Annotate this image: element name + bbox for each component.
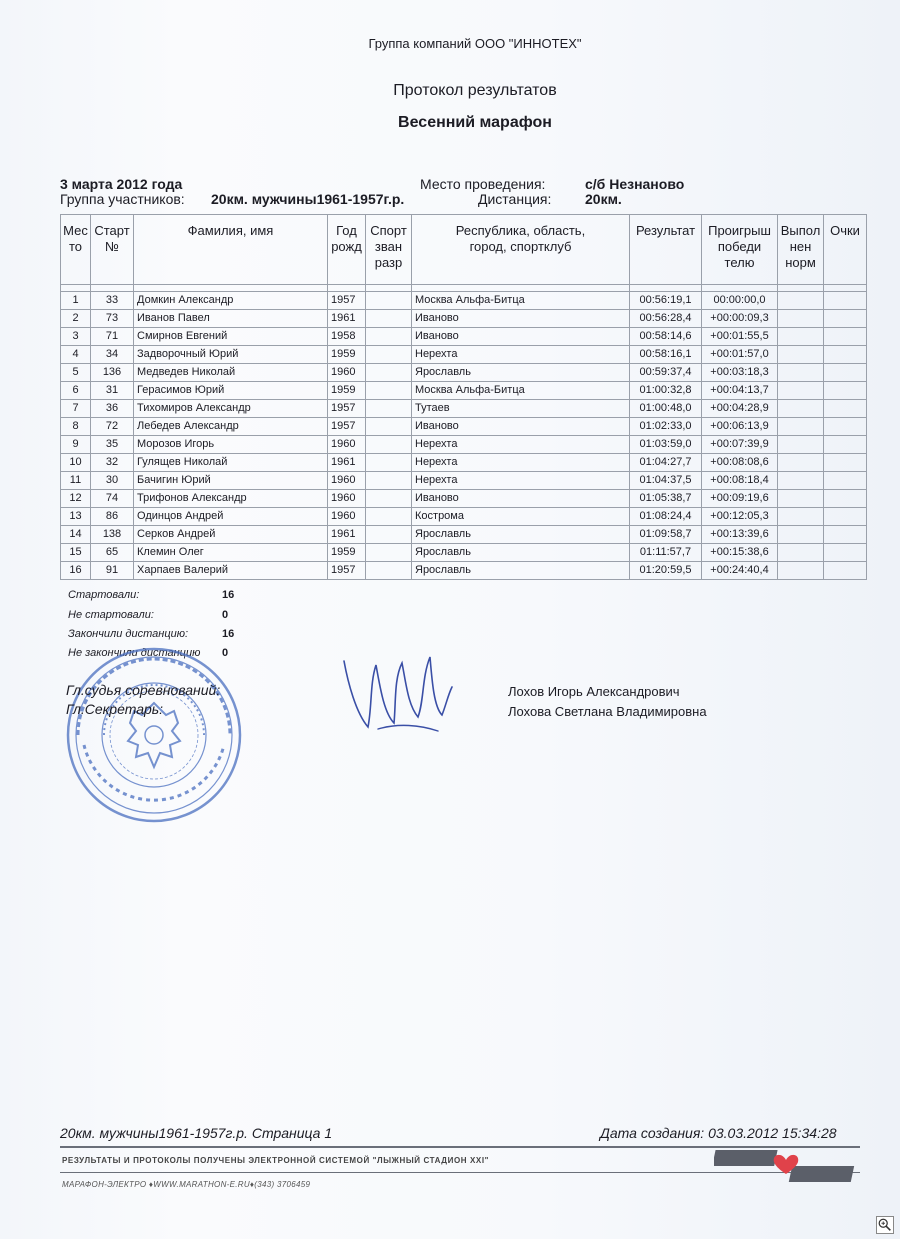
spacer-cell <box>412 285 630 292</box>
cell-norm <box>778 472 824 490</box>
cell-bib: 33 <box>91 292 134 310</box>
cell-points <box>824 328 867 346</box>
spacer-cell <box>134 285 328 292</box>
col-header-place <box>61 215 91 285</box>
footer-page-info: 20км. мужчины1961-1957г.р. Страница 1 <box>60 1125 333 1141</box>
cell-lag: +00:00:09,3 <box>702 310 778 328</box>
cell-place: 15 <box>61 544 91 562</box>
venue-value: с/б Незнаново <box>585 176 685 192</box>
cell-year: 1961 <box>328 454 366 472</box>
cell-name: Медведев Николай <box>134 364 328 382</box>
cell-rank <box>366 490 412 508</box>
distance-value: 20км. <box>585 191 622 207</box>
spacer-cell <box>630 285 702 292</box>
cell-norm <box>778 292 824 310</box>
cell-name: Бачигин Юрий <box>134 472 328 490</box>
cell-result: 01:04:37,5 <box>630 472 702 490</box>
cell-name: Серков Андрей <box>134 526 328 544</box>
cell-result: 01:05:38,7 <box>630 490 702 508</box>
cell-lag: +00:01:55,5 <box>702 328 778 346</box>
chief-secretary-label: Гл.Секретарь: <box>66 701 164 717</box>
header-line: Выпол <box>780 223 821 238</box>
cell-region: Нерехта <box>412 436 630 454</box>
cell-year: 1960 <box>328 508 366 526</box>
cell-year: 1960 <box>328 436 366 454</box>
header-line: Спорт <box>370 223 407 238</box>
cell-name: Харпаев Валерий <box>134 562 328 580</box>
document-title: Протокол результатов <box>393 82 557 99</box>
cell-points <box>824 418 867 436</box>
results-table <box>60 214 867 580</box>
footer-contact: МАРАФОН-ЭЛЕКТРО ♦WWW.MARATHON-E.RU♦(343) 3706459 <box>62 1180 311 1189</box>
cell-year: 1960 <box>328 472 366 490</box>
summary-dnf-value: 0 <box>222 647 229 659</box>
header-line: Республика, область, <box>455 223 586 238</box>
venue-label: Место проведения: <box>420 176 546 192</box>
header-line: зван <box>374 239 403 254</box>
cell-bib: 73 <box>91 310 134 328</box>
group-label: Группа участников: <box>60 191 185 207</box>
header-line: Год <box>336 223 357 238</box>
cell-bib: 72 <box>91 418 134 436</box>
chief-secretary-name: Лохова Светлана Владимировна <box>508 704 707 719</box>
cell-name: Морозов Игорь <box>134 436 328 454</box>
cell-year: 1958 <box>328 328 366 346</box>
header-line: победи <box>717 239 762 254</box>
cell-place: 3 <box>61 328 91 346</box>
cell-norm <box>778 418 824 436</box>
table-row <box>61 508 867 526</box>
cell-place: 4 <box>61 346 91 364</box>
cell-result: 00:58:16,1 <box>630 346 702 364</box>
cell-rank <box>366 382 412 400</box>
cell-bib: 35 <box>91 436 134 454</box>
cell-result: 00:56:28,4 <box>630 310 702 328</box>
spacer-cell <box>778 285 824 292</box>
summary-dnf-label: Не закончили дистанцию <box>68 647 201 659</box>
cell-norm <box>778 436 824 454</box>
header-line: нен <box>789 239 812 254</box>
cell-points <box>824 382 867 400</box>
cell-norm <box>778 328 824 346</box>
cell-region: Ярославль <box>412 526 630 544</box>
cell-lag: +00:04:28,9 <box>702 400 778 418</box>
cell-norm <box>778 490 824 508</box>
cell-bib: 32 <box>91 454 134 472</box>
header-line: Проигрыш <box>708 223 771 238</box>
cell-year: 1959 <box>328 382 366 400</box>
cell-result: 00:56:19,1 <box>630 292 702 310</box>
cell-place: 13 <box>61 508 91 526</box>
cell-lag: 00:00:00,0 <box>702 292 778 310</box>
cell-points <box>824 544 867 562</box>
table-row <box>61 400 867 418</box>
spacer-cell <box>702 285 778 292</box>
cell-points <box>824 454 867 472</box>
cell-rank <box>366 544 412 562</box>
cell-points <box>824 508 867 526</box>
chief-judge-label: Гл.судья соревнований: <box>66 682 221 698</box>
cell-region: Нерехта <box>412 472 630 490</box>
results-body <box>61 285 867 580</box>
cell-place: 10 <box>61 454 91 472</box>
cell-points <box>824 436 867 454</box>
cell-year: 1959 <box>328 544 366 562</box>
col-header-points <box>824 215 867 285</box>
table-header-row <box>61 215 867 285</box>
handwritten-signature <box>338 643 458 738</box>
cell-rank <box>366 472 412 490</box>
col-header-region <box>412 215 630 285</box>
header-line: Результат <box>635 223 696 238</box>
cell-bib: 34 <box>91 346 134 364</box>
cell-rank <box>366 310 412 328</box>
cell-rank <box>366 562 412 580</box>
group-value: 20км. мужчины1961-1957г.р. <box>211 191 405 207</box>
cell-result: 00:58:14,6 <box>630 328 702 346</box>
cell-result: 01:03:59,0 <box>630 436 702 454</box>
cell-region: Ярославль <box>412 364 630 382</box>
cell-name: Тихомиров Александр <box>134 400 328 418</box>
cell-year: 1960 <box>328 490 366 508</box>
cell-rank <box>366 400 412 418</box>
cell-lag: +00:12:05,3 <box>702 508 778 526</box>
event-date: 3 марта 2012 года <box>60 176 183 192</box>
table-row <box>61 382 867 400</box>
cell-points <box>824 562 867 580</box>
footer-created-date: Дата создания: 03.03.2012 15:34:28 <box>600 1125 837 1141</box>
cell-region: Иваново <box>412 418 630 436</box>
cell-region: Иваново <box>412 310 630 328</box>
cell-points <box>824 364 867 382</box>
cell-rank <box>366 418 412 436</box>
cell-year: 1961 <box>328 526 366 544</box>
cell-result: 01:20:59,5 <box>630 562 702 580</box>
cell-points <box>824 310 867 328</box>
header-line: рожд <box>331 239 362 254</box>
header-line: Очки <box>830 223 860 238</box>
col-header-year <box>328 215 366 285</box>
cell-place: 9 <box>61 436 91 454</box>
summary-started-value: 16 <box>222 589 235 601</box>
table-row <box>61 490 867 508</box>
cell-norm <box>778 562 824 580</box>
header-line: Фамилия, имя <box>187 223 274 238</box>
footer-statement: РЕЗУЛЬТАТЫ И ПРОТОКОЛЫ ПОЛУЧЕНЫ ЭЛЕКТРОННОЙ СИСТЕМОЙ "ЛЫЖНЫЙ СТАДИОН XXI" <box>62 1156 490 1165</box>
cell-lag: +00:06:13,9 <box>702 418 778 436</box>
cell-rank <box>366 364 412 382</box>
cell-region: Нерехта <box>412 454 630 472</box>
cell-lag: +00:13:39,6 <box>702 526 778 544</box>
cell-place: 2 <box>61 310 91 328</box>
cell-year: 1960 <box>328 364 366 382</box>
cell-place: 16 <box>61 562 91 580</box>
event-name: Весенний марафон <box>398 114 552 131</box>
cell-points <box>824 490 867 508</box>
summary-finished-value: 16 <box>222 628 235 640</box>
company-name: Группа компаний ООО "ИННОТЕХ" <box>368 36 582 51</box>
zoom-in-icon[interactable] <box>876 1216 894 1234</box>
summary-started-label: Стартовали: <box>68 589 140 601</box>
cell-year: 1957 <box>328 418 366 436</box>
cell-place: 11 <box>61 472 91 490</box>
cell-bib: 74 <box>91 490 134 508</box>
cell-name: Клемин Олег <box>134 544 328 562</box>
cell-rank <box>366 436 412 454</box>
cell-name: Одинцов Андрей <box>134 508 328 526</box>
cell-name: Гулящев Николай <box>134 454 328 472</box>
cell-place: 6 <box>61 382 91 400</box>
cell-year: 1957 <box>328 562 366 580</box>
cell-name: Иванов Павел <box>134 310 328 328</box>
col-header-name <box>134 215 328 285</box>
cell-norm <box>778 310 824 328</box>
cell-rank <box>366 526 412 544</box>
cell-region: Тутаев <box>412 400 630 418</box>
table-row <box>61 328 867 346</box>
cell-region: Москва Альфа-Битца <box>412 382 630 400</box>
cell-lag: +00:24:40,4 <box>702 562 778 580</box>
header-line: Мес <box>63 223 88 238</box>
table-row <box>61 472 867 490</box>
cell-region: Нерехта <box>412 346 630 364</box>
header-line: Старт <box>94 223 130 238</box>
table-row <box>61 418 867 436</box>
table-row <box>61 436 867 454</box>
header-line: разр <box>374 255 403 270</box>
cell-bib: 65 <box>91 544 134 562</box>
cell-result: 01:09:58,7 <box>630 526 702 544</box>
cell-points <box>824 292 867 310</box>
table-row <box>61 544 867 562</box>
marathon-electro-logo <box>714 1148 860 1184</box>
col-header-rank <box>366 215 412 285</box>
cell-region: Москва Альфа-Битца <box>412 292 630 310</box>
cell-region: Кострома <box>412 508 630 526</box>
cell-name: Домкин Александр <box>134 292 328 310</box>
cell-lag: +00:08:08,6 <box>702 454 778 472</box>
cell-year: 1957 <box>328 400 366 418</box>
col-header-result <box>630 215 702 285</box>
cell-bib: 31 <box>91 382 134 400</box>
round-seal-stamp <box>64 645 244 825</box>
cell-year: 1961 <box>328 310 366 328</box>
cell-norm <box>778 526 824 544</box>
cell-name: Смирнов Евгений <box>134 328 328 346</box>
summary-dns-label: Не стартовали: <box>68 609 154 621</box>
spacer-cell <box>61 285 91 292</box>
cell-norm <box>778 382 824 400</box>
cell-name: Трифонов Александр <box>134 490 328 508</box>
cell-lag: +00:04:13,7 <box>702 382 778 400</box>
cell-norm <box>778 454 824 472</box>
cell-bib: 71 <box>91 328 134 346</box>
cell-year: 1959 <box>328 346 366 364</box>
col-header-bib <box>91 215 134 285</box>
spacer-cell <box>91 285 134 292</box>
cell-lag: +00:01:57,0 <box>702 346 778 364</box>
cell-norm <box>778 400 824 418</box>
cell-lag: +00:15:38,6 <box>702 544 778 562</box>
spacer-cell <box>328 285 366 292</box>
header-line: то <box>68 239 83 254</box>
cell-norm <box>778 508 824 526</box>
cell-place: 14 <box>61 526 91 544</box>
cell-norm <box>778 364 824 382</box>
distance-label: Дистанция: <box>478 191 552 207</box>
cell-bib: 30 <box>91 472 134 490</box>
cell-result: 01:11:57,7 <box>630 544 702 562</box>
cell-points <box>824 472 867 490</box>
cell-rank <box>366 292 412 310</box>
cell-result: 01:00:48,0 <box>630 400 702 418</box>
table-row <box>61 292 867 310</box>
cell-norm <box>778 544 824 562</box>
cell-bib: 86 <box>91 508 134 526</box>
col-header-norm <box>778 215 824 285</box>
cell-lag: +00:03:18,3 <box>702 364 778 382</box>
cell-place: 5 <box>61 364 91 382</box>
cell-result: 01:04:27,7 <box>630 454 702 472</box>
cell-lag: +00:08:18,4 <box>702 472 778 490</box>
summary-finished-label: Закончили дистанцию: <box>68 628 189 640</box>
cell-points <box>824 346 867 364</box>
cell-result: 00:59:37,4 <box>630 364 702 382</box>
summary-dns-value: 0 <box>222 609 229 621</box>
cell-year: 1957 <box>328 292 366 310</box>
cell-place: 12 <box>61 490 91 508</box>
spacer-cell <box>366 285 412 292</box>
table-row <box>61 562 867 580</box>
cell-bib: 36 <box>91 400 134 418</box>
cell-result: 01:02:33,0 <box>630 418 702 436</box>
cell-points <box>824 526 867 544</box>
header-line: телю <box>724 255 755 270</box>
cell-norm <box>778 346 824 364</box>
cell-region: Ярославль <box>412 562 630 580</box>
cell-lag: +00:09:19,6 <box>702 490 778 508</box>
cell-region: Ярославль <box>412 544 630 562</box>
header-line: город, спортклуб <box>469 239 572 254</box>
spacer-cell <box>824 285 867 292</box>
cell-name: Задворочный Юрий <box>134 346 328 364</box>
table-row <box>61 454 867 472</box>
cell-bib: 138 <box>91 526 134 544</box>
cell-rank <box>366 454 412 472</box>
cell-region: Иваново <box>412 490 630 508</box>
cell-place: 7 <box>61 400 91 418</box>
cell-name: Лебедев Александр <box>134 418 328 436</box>
table-row <box>61 364 867 382</box>
cell-name: Герасимов Юрий <box>134 382 328 400</box>
col-header-lag <box>702 215 778 285</box>
cell-region: Иваново <box>412 328 630 346</box>
cell-result: 01:00:32,8 <box>630 382 702 400</box>
chief-judge-name: Лохов Игорь Александрович <box>508 684 680 699</box>
cell-bib: 136 <box>91 364 134 382</box>
cell-lag: +00:07:39,9 <box>702 436 778 454</box>
table-row <box>61 526 867 544</box>
table-row <box>61 310 867 328</box>
table-spacer-row <box>61 285 867 292</box>
cell-points <box>824 400 867 418</box>
cell-place: 8 <box>61 418 91 436</box>
table-row <box>61 346 867 364</box>
cell-rank <box>366 346 412 364</box>
cell-bib: 91 <box>91 562 134 580</box>
cell-place: 1 <box>61 292 91 310</box>
cell-result: 01:08:24,4 <box>630 508 702 526</box>
header-line: норм <box>785 255 816 270</box>
cell-rank <box>366 508 412 526</box>
cell-rank <box>366 328 412 346</box>
header-line: № <box>105 239 119 254</box>
